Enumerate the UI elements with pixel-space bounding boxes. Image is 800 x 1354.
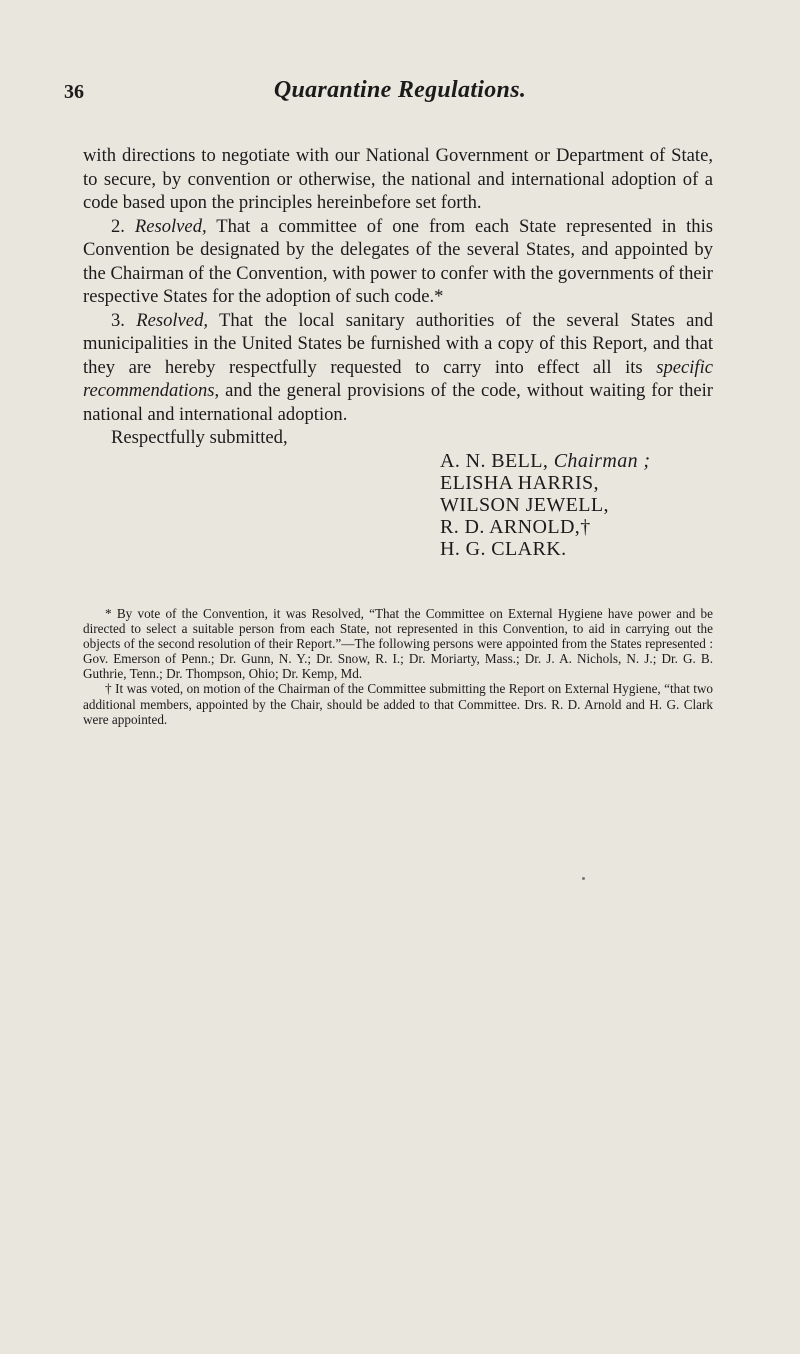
closing-line: Respectfully submitted,: [111, 427, 288, 448]
signature-line: [440, 538, 713, 560]
page-number: 36: [64, 81, 84, 103]
signature-line: [440, 494, 713, 516]
body-text: [83, 144, 713, 560]
resolution-number: 3.: [111, 309, 137, 331]
signatory-name: ELISHA HARRIS,: [440, 471, 599, 494]
signatory-role: Chairman ;: [553, 449, 651, 472]
signature-line: [440, 516, 713, 538]
footnote-asterisk: * By vote of the Convention, it was Resolved, “That the Committee on External Hygiene have power and be directed to select a suitable person from each State, not represented in this Convention, to aid in carrying out the objects of the second resolution of their Report.”—The following persons were appointed from the States represented : Gov. Emerson of Penn.; Dr. Gunn, N. Y.; Dr. Snow, R. I.; Dr. Moriarty, Mass.; Dr. J. A. Nichols, N. J.; Dr. G. B. Guthrie, Tenn.; Dr. Thompson, Ohio; Dr. Kemp, Md.: [83, 606, 713, 682]
signatory-name: A. N. BELL,: [440, 449, 554, 472]
footnote-dagger: † It was voted, on motion of the Chairman of the Committee submitting the Report on External Hygiene, “that two additional members, appointed by the Chair, should be added to that Committee. Drs. R. D. Arnold and H. G. Clark were appointed.: [83, 681, 713, 727]
emphasis-text: specific recommendations: [83, 356, 713, 401]
signature-block: [440, 450, 713, 560]
resolution-text: That the local sanitary authorities of the several States and municipalities in the United States be furnished with a copy of this Report, and that they are hereby respectfully requested to carry into effect all its: [83, 309, 713, 378]
signature-line: [440, 450, 713, 472]
signature-line: [440, 472, 713, 494]
paper-speck: [582, 877, 585, 880]
paragraph-continued: with directions to negotiate with our National Government or Department of State, to secure, by convention or otherwise, the national and international adoption of a code based upon the principles hereinbefore set forth.: [83, 145, 713, 213]
resolution-text: That a committee of one from each State represented in this Convention be designated by the delegates of the several States, and appointed by the Chairman of the Convention, with power to confer with the governments of their respective States for the adoption of such code.*: [83, 215, 713, 307]
resolution-number: 2.: [111, 215, 135, 237]
footnotes: [83, 606, 713, 727]
resolved-word: Resolved,: [134, 215, 207, 237]
signatory-name: WILSON JEWELL,: [440, 493, 609, 516]
running-head: Quarantine Regulations.: [273, 77, 527, 103]
resolution-text: , and the general provisions of the code, without waiting for their national and international adoption.: [83, 380, 713, 425]
resolved-word: Resolved,: [136, 309, 209, 331]
resolution-3: [83, 309, 713, 427]
resolution-2: [83, 215, 713, 309]
signatory-name: H. G. CLARK.: [440, 537, 567, 560]
signatory-name: R. D. ARNOLD,†: [440, 515, 591, 538]
